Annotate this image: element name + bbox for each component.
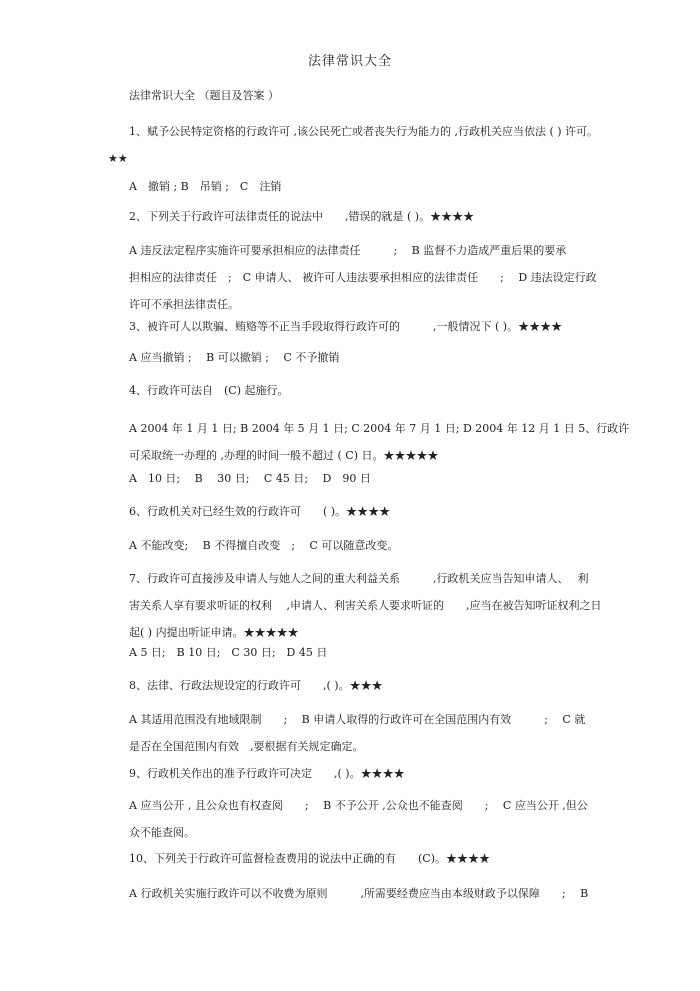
question-10 — [129, 845, 599, 872]
answer-4-line-1: A 2004 年 1 月 1 日; B 2004 年 5 月 1 日; C 2004 年 7 月 1 日; D 2004 年 12 月 1 日 5、行政许 — [129, 422, 630, 435]
question-6-text: 6、行政机关对已经生效的行政许可 ( )。★★★★ — [129, 505, 391, 518]
question-9 — [129, 760, 599, 787]
question-2-text: 2、下列关于行政许可法律责任的说法中 ,错误的就是 ( )。★★★★ — [129, 210, 475, 223]
answer-6 — [129, 532, 599, 559]
question-7-line-1: 7、行政许可直接涉及申请人与她人之间的重大利益关系 ,行政机关应当告知申请人、 利 — [129, 572, 589, 585]
question-6 — [129, 498, 599, 525]
question-7-line-3: 起( ) 内提出听证申请。★★★★★ — [129, 626, 299, 639]
answer-9-line-1: A 应当公开 , 且公众也有权查阅 ; B 不予公开 ,公众也不能查阅 ; C 应当公开 ,但公 — [129, 799, 588, 812]
question-1-line-2: ★★ — [108, 152, 128, 165]
answer-2 — [129, 237, 599, 318]
question-7-line-2: 害关系人享有要求听证的权利 ,申请人、利害关系人要求听证的 ,应当在被告知听证权利之日 — [129, 599, 602, 612]
question-9-text: 9、行政机关作出的准予行政许可决定 ,( )。★★★★ — [129, 767, 405, 780]
answer-1 — [129, 173, 599, 200]
question-7 — [129, 565, 602, 646]
answer-1-text: A 撤销 ; B 吊销 ; C 注销 — [129, 180, 282, 193]
question-1-line-1: 1、赋予公民特定资格的行政许可 ,该公民死亡或者丧失行为能力的 ,行政机关应当依法 ( ) 许可。 — [129, 125, 599, 138]
answer-2-line-1: A 违反法定程序实施许可要承担相应的法律责任 ; B 监督不力造成严重后果的要承 — [129, 244, 567, 257]
answer-5 — [129, 465, 599, 492]
question-8-text: 8、法律、行政法规设定的行政许可 ,( )。★★★ — [129, 679, 383, 692]
question-8 — [129, 672, 599, 699]
answer-8 — [129, 706, 599, 760]
answer-10 — [129, 880, 599, 907]
question-3-text: 3、被许可人以欺骗、贿赂等不正当手段取得行政许可的 ,一般情况下 ( )。★★★★ — [129, 320, 563, 333]
answer-10-text: A 行政机关实施行政许可以不收费为原则 ,所需要经费应当由本级财政予以保障 ; B — [129, 887, 589, 900]
answer-9 — [129, 792, 599, 846]
document-subtitle — [129, 82, 599, 109]
question-2 — [129, 203, 599, 230]
answer-7-text: A 5 日; B 10 日; C 30 日; D 45 日 — [129, 646, 328, 659]
answer-9-line-2: 众不能查阅。 — [129, 826, 195, 839]
answer-4 — [129, 415, 630, 469]
answer-3-text: A 应当撤销 ; B 可以撤销 ; C 不予撤销 — [129, 351, 340, 364]
question-4-text: 4、行政许可法自 (C) 起施行。 — [129, 384, 289, 397]
answer-6-text: A 不能改变; B 不得擅自改变 ; C 可以随意改变。 — [129, 539, 399, 552]
answer-2-line-2: 担相应的法律责任 ; C 申请人、 被许可人违法要承担相应的法律责任 ; D 违法设定行政 — [129, 271, 597, 284]
answer-5-text: A 10 日; B 30 日; C 45 日; D 90 日 — [129, 472, 371, 485]
answer-7 — [129, 639, 599, 666]
page-title: 法律常识大全 — [307, 54, 392, 69]
question-10-text: 10、下列关于行政许可监督检查费用的说法中正确的有 (C)。★★★★ — [129, 852, 490, 865]
question-3 — [129, 313, 599, 340]
question-1 — [108, 118, 599, 172]
answer-2-line-3: 许可不承担法律责任。 — [129, 298, 239, 311]
question-4 — [129, 377, 599, 404]
subtitle-text: 法律常识大全 （题目及答案 ） — [129, 89, 279, 102]
answer-8-line-2: 是否在全国范围内有效 ,要根据有关规定确定。 — [129, 740, 364, 753]
answer-8-line-1: A 其适用范围没有地域限制 ; B 申请人取得的行政许可在全国范围内有效 ; C 就 — [129, 713, 586, 726]
answer-4-line-2: 可采取统一办理的 ,办理的时间一般不超过 ( C) 日。★★★★★ — [129, 449, 439, 462]
answer-3 — [129, 344, 599, 371]
